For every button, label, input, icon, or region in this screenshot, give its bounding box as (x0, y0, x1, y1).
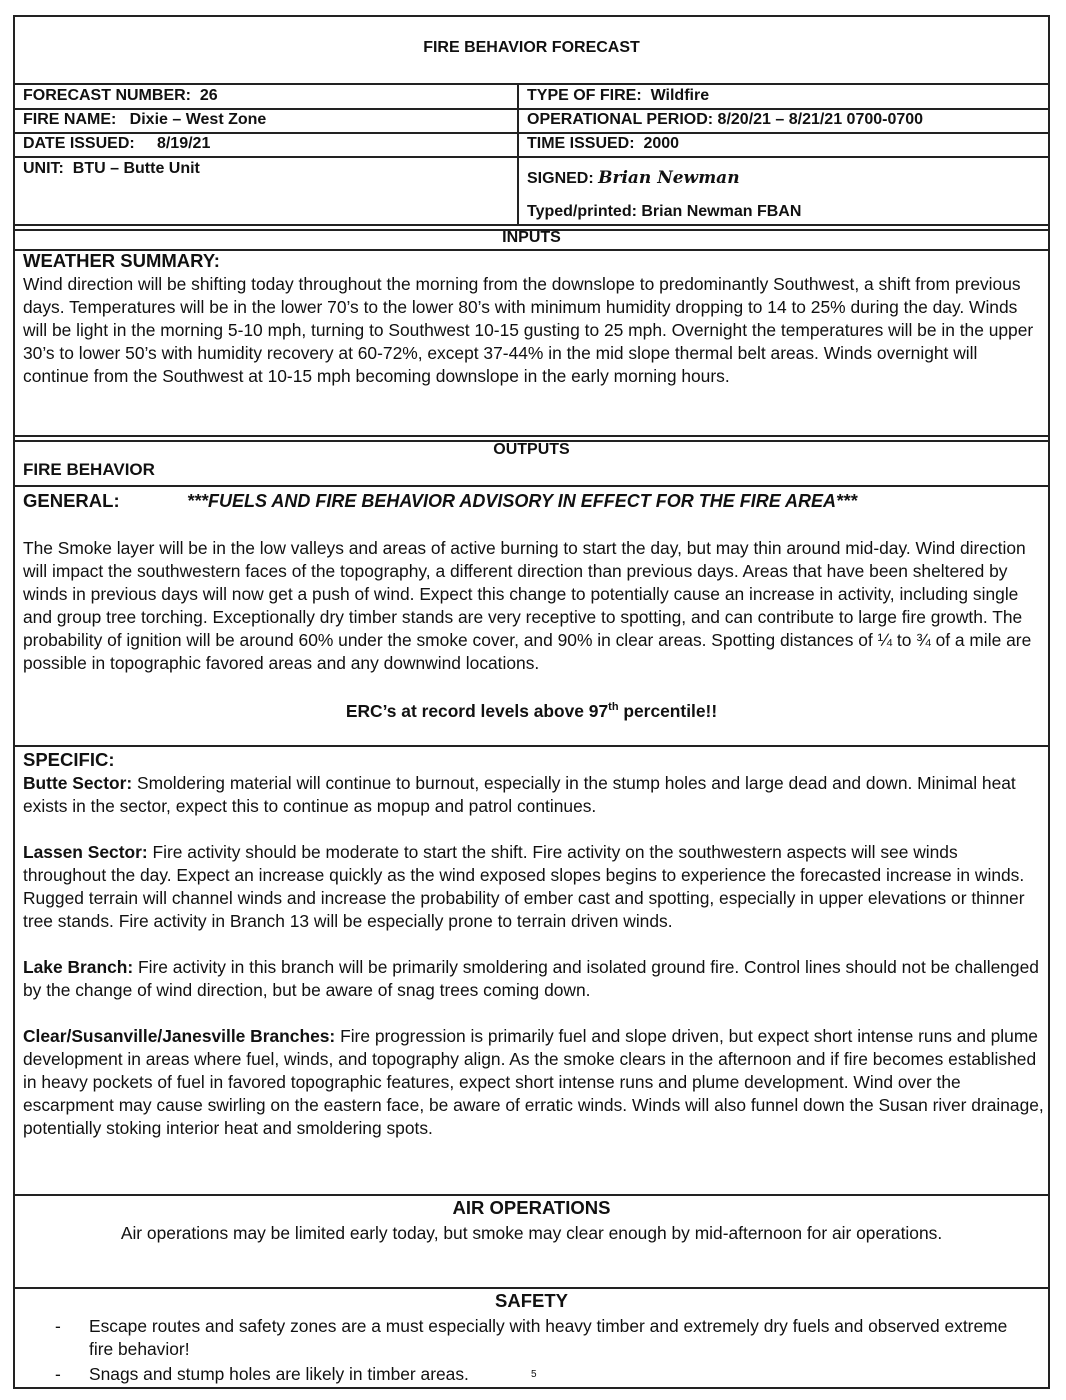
forecast-number-label: FORECAST NUMBER: (23, 87, 191, 104)
operational-period-field (527, 111, 923, 129)
divider (15, 156, 1048, 158)
typed-printed-field (527, 203, 801, 221)
specific-section-text: Fire activity should be moderate to start the shift. Fire activity on the southwestern aspects will see winds throughout the day. Expect an increase quickly as the wind exposed slopes begins to experience the forecasted increase in winds. Rugged terrain will channel winds and increase the probability of ember cast and spotting, especially in upper elevations or thinner tree stands. Fire activity in Branch 13 will be especially prone to terrain driven winds. (23, 842, 1025, 931)
specific-section (23, 772, 1045, 818)
safety-item (15, 1363, 1045, 1386)
safety-item (15, 1315, 1045, 1361)
forecast-number-field (23, 87, 218, 105)
divider (15, 1287, 1048, 1289)
erc-text-end: percentile!! (618, 701, 718, 721)
time-issued-field (527, 135, 679, 153)
type-of-fire-field (527, 87, 709, 105)
specific-section-name: Lake Branch: (23, 957, 134, 977)
document-title: FIRE BEHAVIOR FORECAST (423, 39, 640, 56)
fire-name-field (23, 111, 266, 129)
date-issued-field (23, 135, 210, 153)
air-operations-title: AIR OPERATIONS (452, 1197, 611, 1218)
divider (15, 435, 1048, 437)
signed-label: SIGNED: (527, 170, 594, 187)
bullet: - (55, 1316, 61, 1336)
erc-notice (15, 701, 1048, 722)
divider (15, 132, 1048, 134)
divider (15, 1194, 1048, 1196)
weather-summary-text: Wind direction will be shifting today throughout the morning from the downslope to predominantly Southwest, a shift from previous days. Temperatures will be in the lower 70’s to the lower 80’s with minimum humidity dropping to 14 to 25% during the day. Winds will be light in the morning 5-10 mph, turning to Southwest 10-15 gusting to 25 mph. Overnight the temperatures will be in the upper 30’s to lower 50’s with humidity recovery at 60-72%, except 37-44% in the mid slope thermal belt areas. Winds overnight will continue from the Southwest at 10-15 mph becoming downslope in the early morning hours. (23, 274, 1034, 386)
general-label: GENERAL: (23, 490, 120, 511)
fire-name-label: FIRE NAME: (23, 111, 117, 128)
specific-section-name: Clear/Susanville/Janesville Branches: (23, 1026, 336, 1046)
typed-printed-label: Typed/printed: (527, 203, 637, 220)
bullet: - (55, 1364, 61, 1384)
operational-period-label: OPERATIONAL PERIOD: (527, 111, 714, 128)
header-column-divider (517, 83, 519, 225)
signature: Brian Newman (598, 168, 740, 188)
type-of-fire-label: TYPE OF FIRE: (527, 87, 642, 104)
date-issued-label: DATE ISSUED: (23, 135, 135, 152)
unit-label: UNIT: (23, 160, 64, 177)
erc-text: ERC’s at record levels above 97 (345, 701, 609, 721)
signed-field (527, 168, 740, 188)
outputs-heading: OUTPUTS (493, 441, 570, 458)
time-issued-label: TIME ISSUED: (527, 135, 635, 152)
specific-section (23, 841, 1045, 933)
unit-value: BTU – Butte Unit (72, 160, 200, 177)
page-number: 5 (531, 1369, 537, 1380)
safety-item-text: Escape routes and safety zones are a must especially with heavy timber and extremely dry fuels and observed extreme fire behavior! (89, 1316, 1008, 1359)
specific-section-name: Lassen Sector: (23, 842, 148, 862)
type-of-fire-value: Wildfire (650, 87, 710, 104)
unit-field (23, 160, 200, 178)
divider (15, 485, 1048, 487)
fuels-advisory: ***FUELS AND FIRE BEHAVIOR ADVISORY IN EFFECT FOR THE FIRE AREA*** (187, 491, 858, 511)
air-operations-text: Air operations may be limited early today, but smoke may clear enough by mid-afternoon for air operations. (120, 1223, 943, 1243)
date-issued-value: 8/19/21 (156, 135, 211, 152)
specific-section-text: Fire activity in this branch will be primarily smoldering and isolated ground fire. Control lines should not be challenged by the change of wind direction, but be aware of snag trees coming down. (23, 957, 1039, 1000)
fire-behavior-label: FIRE BEHAVIOR (23, 460, 155, 479)
time-issued-value: 2000 (643, 135, 680, 152)
divider (15, 108, 1048, 110)
specific-sections (23, 772, 1045, 1140)
safety-item-text: Snags and stump holes are likely in timber areas. (89, 1364, 469, 1384)
weather-summary-title: WEATHER SUMMARY: (23, 250, 220, 271)
specific-section-text: Fire progression is primarily fuel and slope driven, but expect short intense runs and plume development in areas where fuel, winds, and topography align. As the smoke clears in the afternoon and if fire becomes established in heavy pockets of fuel in favored topographic features, expect short intense runs and plume development. Wind over the escarpment may cause swirling on the eastern face, be aware of erratic winds. Winds will also funnel down the Susan river drainage, potentially stoking interior heat and smoldering spots. (23, 1026, 1044, 1138)
specific-title: SPECIFIC: (23, 749, 115, 770)
inputs-heading: INPUTS (502, 229, 561, 246)
specific-section (23, 1025, 1045, 1140)
specific-section-name: Butte Sector: (23, 773, 133, 793)
typed-printed-value: Brian Newman FBAN (641, 203, 802, 220)
erc-superscript: th (608, 701, 619, 714)
safety-title: SAFETY (495, 1290, 568, 1311)
specific-section (23, 956, 1045, 1002)
operational-period-value: 8/20/21 – 8/21/21 0700-0700 (717, 111, 924, 128)
divider (15, 83, 1048, 85)
forecast-page (13, 15, 1050, 1389)
specific-section-text: Smoldering material will continue to burnout, especially in the stump holes and large dead and down. Minimal heat exists in the sector, expect this to continue as mopup and patrol continues. (23, 773, 1016, 816)
forecast-number-value: 26 (199, 87, 218, 104)
divider (15, 224, 1048, 226)
fire-name-value: Dixie – West Zone (129, 111, 267, 128)
divider (15, 745, 1048, 747)
general-text: The Smoke layer will be in the low valleys and areas of active burning to start the day, but may thin around mid-day. Wind direction will impact the southwestern faces of the topography, a different direction than previous days. Areas that have been sheltered by winds in previous days will now get a push of wind. Expect this change to potentially cause an increase in activity, including single and group tree torching. Exceptionally dry timber stands are very receptive to spotting, and can contribute to large fire growth. The probability of ignition will be around 60% under the smoke cover, and 90% in clear areas. Spotting distances of ¼ to ¾ of a mile are possible in topographic favored areas and any downwind locations. (23, 538, 1032, 673)
